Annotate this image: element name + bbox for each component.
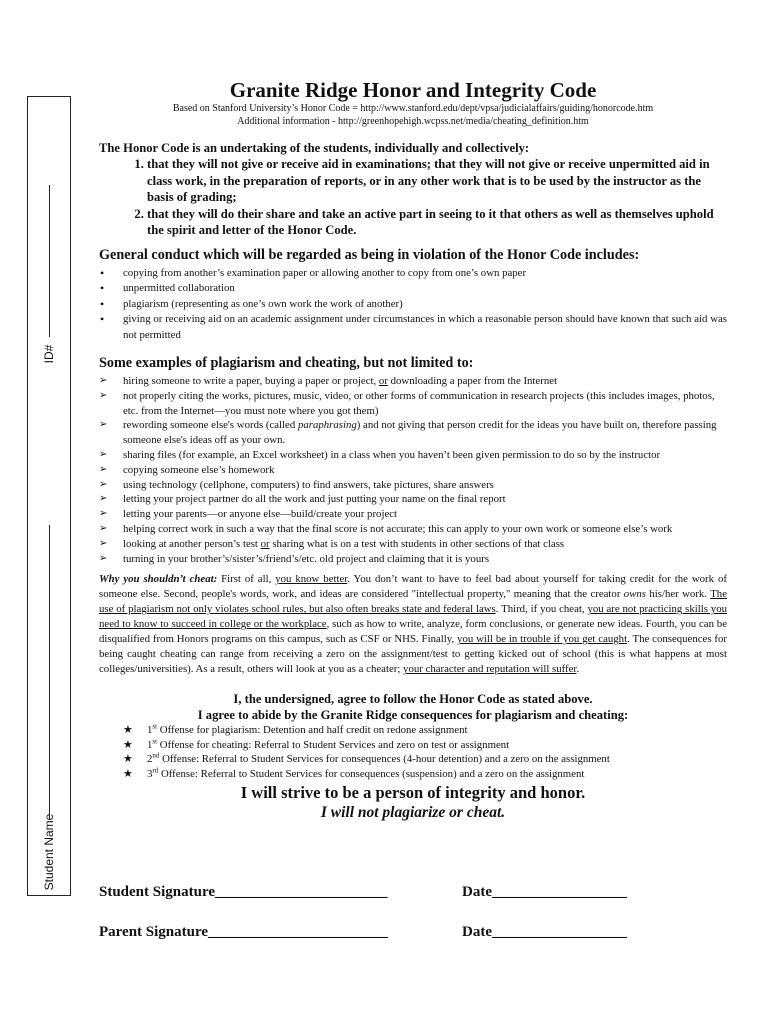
- example-item: ➢ rewording someone else's words (called paraphrasing) and not giving that person credit for the ideas you have built on, therefore passing someone else's ideas off as your own.: [99, 418, 727, 448]
- additional-info: Additional information - http://greenhopehigh.wcpss.net/media/cheating_definition.htm: [237, 116, 589, 127]
- example-item: ➢ looking at another person’s test or sharing what is on a test with students in other sections of that class: [99, 537, 727, 552]
- agreement-line: I, the undersigned, agree to follow the Honor Code as stated above.: [233, 692, 593, 707]
- conduct-item: • unpermitted collaboration: [99, 281, 727, 297]
- example-item: ➢ copying someone else’s homework: [99, 463, 727, 478]
- example-item: ➢ letting your parents—or anyone else—build/create your project: [99, 507, 727, 522]
- why-not-cheat-paragraph: Why you shouldn’t cheat: First of all, you know better. You don’t want to have to feel bad about yourself for taking credit for the work of someone else. Second, people's words, work, and ideas are considered "intellectual property," meaning that the creator owns his/her work. The use of plagiarism not only violates school rules, but also often breaks state and federal laws. Third, if you cheat, you are not practicing skills you need to know to succeed in college or the workplace, such as how to write, analyze, form conclusions, or generate new ideas. Fourth, you can be disqualified from Honors programs on this campus, such as CSF or NHS. Finally, you will be in trouble if you get caught. The consequences for being caught cheating can range from receiving a zero on the assignment/test to getting kicked out of school (this is what happens at most colleges/universities). As a result, others will look at you as a cheater; your character and reputation will suffer.: [99, 573, 727, 676]
- offense-list: [99, 723, 727, 781]
- honor-code-list: [99, 156, 727, 239]
- conduct-list: [99, 266, 727, 344]
- offense-item: ★ 1st Offense for plagiarism: Detention and half credit on redone assignment: [123, 723, 727, 738]
- id-label: ID#: [42, 344, 56, 364]
- page-title: Granite Ridge Honor and Integrity Code: [229, 78, 597, 102]
- honor-code-document: [99, 78, 727, 823]
- example-item: ➢ helping correct work in such a way that the final score is not accurate; this can apply to your own work or someone else’s work: [99, 522, 727, 537]
- source-reference: Based on Stanford University’s Honor Code = http://www.stanford.edu/dept/vpsa/judicialaffairs/guiding/honorcode.htm: [172, 103, 654, 114]
- example-item: ➢ using technology (cellphone, computers) to find answers, take pictures, share answers: [99, 478, 727, 493]
- honor-code-intro: The Honor Code is an undertaking of the students, individually and collectively:: [99, 141, 530, 155]
- agreement-line: I agree to abide by the Granite Ridge consequences for plagiarism and cheating:: [197, 708, 629, 723]
- honor-code-item: 2. that they will do their share and take an active part in seeing to it that others as well as themselves uphold the spirit and letter of the Honor Code.: [147, 206, 727, 239]
- examples-list: [99, 374, 727, 566]
- example-item: ➢ turning in your brother’s/sister’s/friend’s/etc. old project and claiming that it is yours: [99, 552, 727, 567]
- student-name-label: Student Name: [42, 813, 56, 891]
- id-underline: [49, 185, 50, 337]
- student-signature-field[interactable]: Student Signature_______________________: [99, 884, 388, 900]
- offense-item: ★ 3rd Offense: Referral to Student Services for consequences (suspension) and a zero on the assignment: [123, 767, 727, 782]
- example-item: ➢ letting your project partner do all the work and just putting your name on the final report: [99, 492, 727, 507]
- examples-heading: Some examples of plagiarism and cheating, but not limited to:: [99, 355, 474, 371]
- example-item: ➢ not properly citing the works, pictures, music, video, or other forms of communication in research projects (this includes images, photos, etc. from the Internet—you must note where you got them): [99, 389, 727, 419]
- student-name-underline: [49, 525, 50, 818]
- conduct-item: • plagiarism (representing as one’s own work the work of another): [99, 297, 727, 313]
- agreement-statement: [99, 691, 727, 723]
- student-date-field[interactable]: Date__________________: [462, 884, 627, 900]
- conduct-item: • giving or receiving aid on an academic assignment under circumstances in which a reasonable person should have known that such aid was not permitted: [99, 312, 727, 343]
- example-item: ➢ hiring someone to write a paper, buying a paper or project, or downloading a paper from the Internet: [99, 374, 727, 389]
- conduct-heading: General conduct which will be regarded as being in violation of the Honor Code includes:: [99, 246, 640, 263]
- example-item: ➢ sharing files (for example, an Excel worksheet) in a class when you haven’t been given permission to do so by the instructor: [99, 448, 727, 463]
- conduct-item: • copying from another’s examination paper or allowing another to copy from one’s own paper: [99, 266, 727, 282]
- offense-item: ★ 2nd Offense: Referral to Student Services for consequences (4-hour detention) and a zero on the assignment: [123, 752, 727, 767]
- integrity-pledge: I will strive to be a person of integrity and honor.: [240, 783, 586, 803]
- honor-code-item: 1. that they will not give or receive aid in examinations; that they will not give or receive unpermitted aid in class work, in the preparation of reports, or in any other work that is to be used by the instructor as the basis of grading;: [147, 156, 727, 206]
- parent-signature-field[interactable]: Parent Signature________________________: [99, 924, 389, 940]
- offense-item: ★ 1st Offense for cheating: Referral to Student Services and zero on test or assignment: [123, 738, 727, 753]
- parent-date-field[interactable]: Date__________________: [462, 924, 627, 940]
- no-cheat-pledge: I will not plagiarize or cheat.: [320, 804, 506, 822]
